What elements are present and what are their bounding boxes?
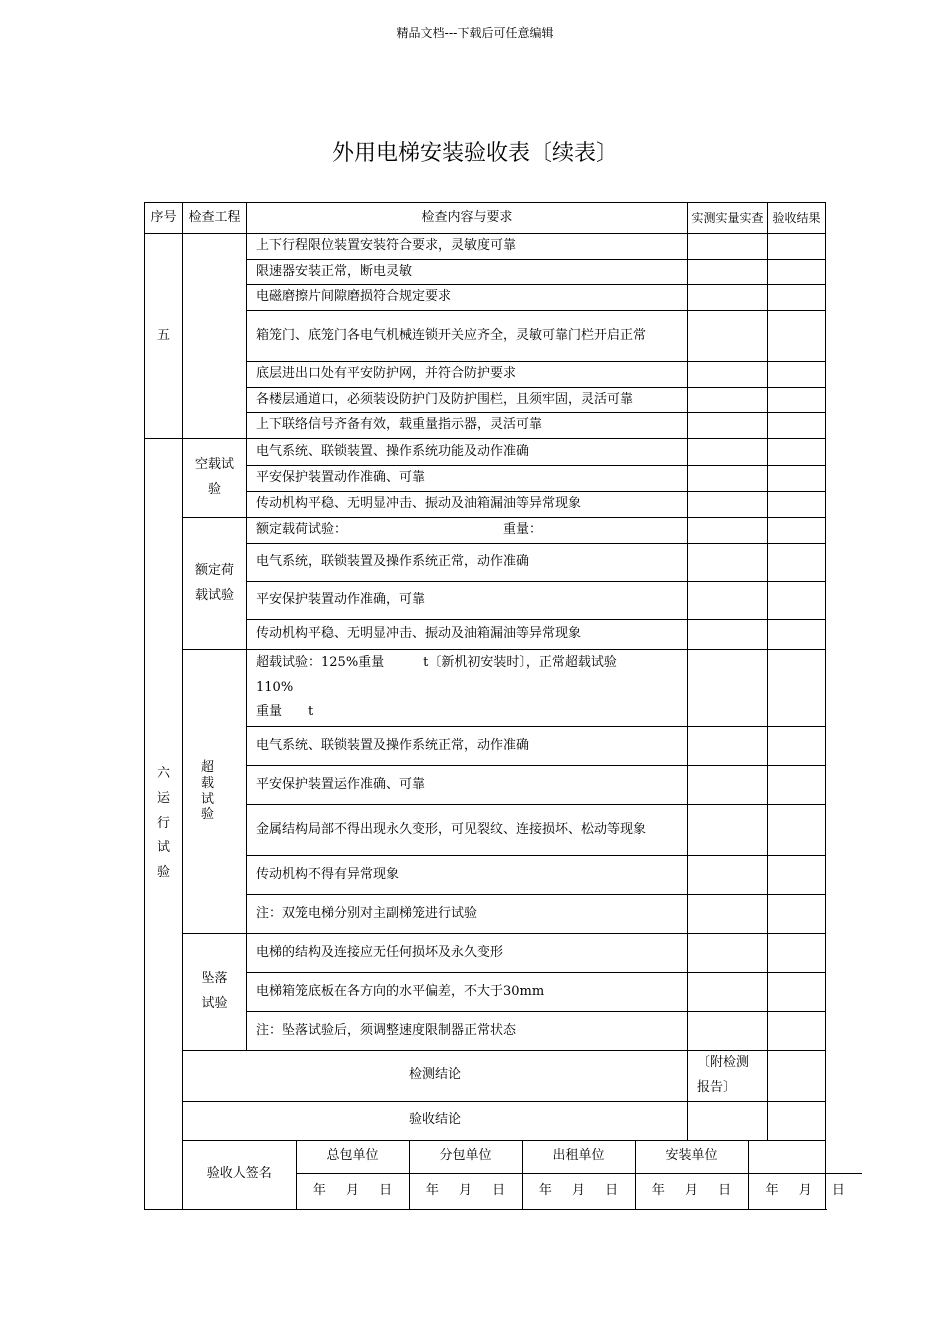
signature-row xyxy=(145,1140,826,1210)
content-cell: 平安保护装置运作准确、可靠 xyxy=(247,766,688,805)
measured-cell[interactable] xyxy=(688,439,768,466)
item-char: 超 xyxy=(201,760,215,776)
content-cell xyxy=(247,518,688,544)
result-cell[interactable] xyxy=(768,727,826,766)
signature-table xyxy=(183,1141,862,1210)
item-line: 试验 xyxy=(201,996,228,1012)
measured-cell[interactable] xyxy=(688,234,768,260)
result-cell[interactable] xyxy=(768,856,826,895)
content-cell: 平安保护装置动作准确，可靠 xyxy=(247,582,688,620)
header-row xyxy=(145,203,826,234)
seq-char: 六 xyxy=(156,766,170,782)
content-cell: 注：坠落试验后，须调整速度限制器正常状态 xyxy=(247,1012,688,1051)
measured-cell[interactable] xyxy=(688,466,768,492)
table-row xyxy=(145,620,826,650)
result-cell[interactable] xyxy=(768,234,826,260)
table-row xyxy=(145,544,826,582)
result-cell[interactable] xyxy=(768,518,826,544)
seq-char: 行 xyxy=(156,815,170,831)
drop-test-item xyxy=(183,934,247,1051)
item-line: 空载试 xyxy=(194,457,234,473)
content-cell: 各楼层通道口，必须装设防护门及防护围栏，且须牢固，灵活可靠 xyxy=(247,387,688,413)
content-cell: 限速器安装正常，断电灵敏 xyxy=(247,259,688,285)
rated-load-item xyxy=(183,518,247,650)
test-conclusion-row xyxy=(145,1051,826,1101)
col-item-header: 检查工程 xyxy=(183,203,247,234)
signature-date[interactable]: 年 月 日 xyxy=(765,1182,845,1198)
seq-char: 运 xyxy=(156,791,170,807)
overload-item xyxy=(183,650,247,934)
measured-cell[interactable] xyxy=(688,518,768,544)
measured-cell[interactable] xyxy=(688,362,768,388)
content-cell: 平安保护装置动作准确、可靠 xyxy=(247,466,688,492)
measured-cell[interactable] xyxy=(768,1101,826,1140)
table-row xyxy=(145,311,826,362)
result-cell[interactable] xyxy=(768,895,826,934)
result-cell[interactable] xyxy=(768,311,826,362)
result-cell[interactable] xyxy=(768,1012,826,1051)
rated-load-label: 额定载荷试验： xyxy=(256,522,348,538)
item-line: 验 xyxy=(207,482,221,498)
measured-cell[interactable] xyxy=(688,544,768,582)
content-cell: 电梯的结构及连接应无任何损坏及永久变形 xyxy=(247,934,688,973)
acceptance-conclusion-label: 验收结论 xyxy=(183,1101,688,1140)
result-cell[interactable] xyxy=(768,973,826,1012)
signature-label: 验收人签名 xyxy=(183,1141,296,1210)
item-char: 载 xyxy=(201,776,215,792)
result-cell[interactable] xyxy=(768,650,826,727)
measured-cell[interactable] xyxy=(688,413,768,439)
result-cell[interactable] xyxy=(768,934,826,973)
item-char: 试 xyxy=(201,791,215,807)
overload-line: 重量 t xyxy=(256,704,314,720)
table-row xyxy=(145,650,826,727)
table-row xyxy=(145,1012,826,1051)
measured-cell[interactable] xyxy=(688,582,768,620)
table-row xyxy=(145,466,826,492)
result-cell[interactable] xyxy=(768,805,826,856)
signature-date[interactable]: 年 月 日 xyxy=(635,1173,748,1209)
measured-cell[interactable] xyxy=(688,311,768,362)
result-cell[interactable] xyxy=(768,620,826,650)
result-cell[interactable] xyxy=(768,413,826,439)
col-result-header: 验收结果 xyxy=(768,203,826,234)
result-cell[interactable] xyxy=(768,492,826,518)
table-row xyxy=(145,582,826,620)
content-cell: 上下行程限位装置安装符合要求，灵敏度可靠 xyxy=(247,234,688,260)
rated-load-weight: 重量： xyxy=(503,522,543,538)
content-cell: 传动机构平稳、无明显冲击、振动及油箱漏油等异常现象 xyxy=(247,492,688,518)
result-cell[interactable] xyxy=(768,544,826,582)
signature-date[interactable]: 年 月 日 xyxy=(296,1173,409,1209)
test-conclusion-value[interactable]: 〔附检测报告〕 xyxy=(688,1051,768,1101)
header-note: 精品文档---下载后可任意编辑 xyxy=(396,26,554,40)
content-cell: 金属结构局部不得出现永久变形，可见裂纹、连接损坏、松动等现象 xyxy=(247,805,688,856)
measured-cell[interactable] xyxy=(768,1051,826,1101)
content-cell xyxy=(247,650,688,727)
result-cell[interactable] xyxy=(768,466,826,492)
col-seq-header: 序号 xyxy=(145,203,183,234)
empty-load-item xyxy=(183,439,247,518)
table-row xyxy=(145,413,826,439)
content-cell: 传动机构不得有异常现象 xyxy=(247,856,688,895)
table-row xyxy=(145,934,826,973)
acceptance-conclusion-value[interactable] xyxy=(688,1101,768,1140)
table-row xyxy=(145,727,826,766)
table-row xyxy=(145,766,826,805)
signature-date[interactable]: 年 月 日 xyxy=(409,1173,522,1209)
measured-cell[interactable] xyxy=(688,650,768,727)
result-cell[interactable] xyxy=(768,766,826,805)
result-cell[interactable] xyxy=(768,582,826,620)
content-cell: 上下联络信号齐备有效，载重量指示器，灵活可靠 xyxy=(247,413,688,439)
signature-date[interactable]: 年 月 日 xyxy=(522,1173,635,1209)
result-cell[interactable] xyxy=(768,387,826,413)
overload-line: 超载试验：125%重量 t〔新机初安装时〕，正常超载试验 xyxy=(256,655,617,671)
measured-cell[interactable] xyxy=(688,492,768,518)
item-line: 坠落 xyxy=(201,971,228,987)
table-row xyxy=(145,439,826,466)
table-row xyxy=(145,259,826,285)
table-row xyxy=(145,492,826,518)
item-line: 载试验 xyxy=(194,587,234,603)
section5-seq: 五 xyxy=(145,234,183,439)
table-row xyxy=(145,362,826,388)
seq-char: 试 xyxy=(156,840,170,856)
content-cell: 底层进出口处有平安防护网，并符合防护要求 xyxy=(247,362,688,388)
measured-cell[interactable] xyxy=(688,727,768,766)
measured-cell[interactable] xyxy=(688,259,768,285)
seq-char: 验 xyxy=(156,865,170,881)
table-row xyxy=(145,856,826,895)
table-row xyxy=(145,285,826,311)
content-cell: 电气系统、联锁装置及操作系统正常，动作准确 xyxy=(247,727,688,766)
table-row xyxy=(145,518,826,544)
item-char: 验 xyxy=(201,807,215,823)
measured-cell[interactable] xyxy=(688,805,768,856)
signature-unit: 分包单位 xyxy=(409,1141,522,1174)
measured-cell[interactable] xyxy=(688,620,768,650)
signature-unit xyxy=(748,1141,862,1174)
table-row xyxy=(145,234,826,260)
result-cell[interactable] xyxy=(768,259,826,285)
measured-cell[interactable] xyxy=(688,1012,768,1051)
measured-cell[interactable] xyxy=(688,934,768,973)
measured-cell[interactable] xyxy=(688,895,768,934)
result-cell[interactable] xyxy=(768,362,826,388)
overload-line: 110% xyxy=(256,679,294,695)
content-cell: 电气系统、联锁装置、操作系统功能及动作准确 xyxy=(247,439,688,466)
signature-unit: 出租单位 xyxy=(522,1141,635,1174)
table-row xyxy=(145,805,826,856)
content-cell: 电气系统，联锁装置及操作系统正常，动作准确 xyxy=(247,544,688,582)
acceptance-conclusion-row xyxy=(145,1101,826,1140)
measured-cell[interactable] xyxy=(688,973,768,1012)
table-row xyxy=(145,387,826,413)
section6-seq xyxy=(145,439,183,1210)
result-cell[interactable] xyxy=(768,439,826,466)
table-row xyxy=(145,895,826,934)
content-cell: 传动机构平稳、无明显冲击、振动及油箱漏油等异常现象 xyxy=(247,620,688,650)
page-title: 外用电梯安装验收表〔续表〕 xyxy=(331,141,618,166)
result-cell[interactable] xyxy=(768,285,826,311)
measured-cell[interactable] xyxy=(688,285,768,311)
col-content-header: 检查内容与要求 xyxy=(247,203,688,234)
measured-cell[interactable] xyxy=(688,387,768,413)
item-line: 额定荷 xyxy=(194,562,234,578)
acceptance-table xyxy=(144,202,845,1210)
col-measured-header: 实测实量实查 xyxy=(688,203,768,234)
measured-cell[interactable] xyxy=(688,766,768,805)
content-cell: 电磁磨擦片间隙磨损符合规定要求 xyxy=(247,285,688,311)
measured-cell[interactable] xyxy=(688,856,768,895)
content-cell: 注：双笼电梯分别对主副梯笼进行试验 xyxy=(247,895,688,934)
test-conclusion-label: 检测结论 xyxy=(183,1051,688,1101)
signature-unit: 安装单位 xyxy=(635,1141,748,1174)
section5-item xyxy=(183,234,247,439)
content-cell: 电梯箱笼底板在各方向的水平偏差，不大于30mm xyxy=(247,973,688,1012)
content-cell: 箱笼门、底笼门各电气机械连锁开关应齐全，灵敏可靠门栏开启正常 xyxy=(247,311,688,362)
table-row xyxy=(145,973,826,1012)
signature-unit: 总包单位 xyxy=(296,1141,409,1174)
